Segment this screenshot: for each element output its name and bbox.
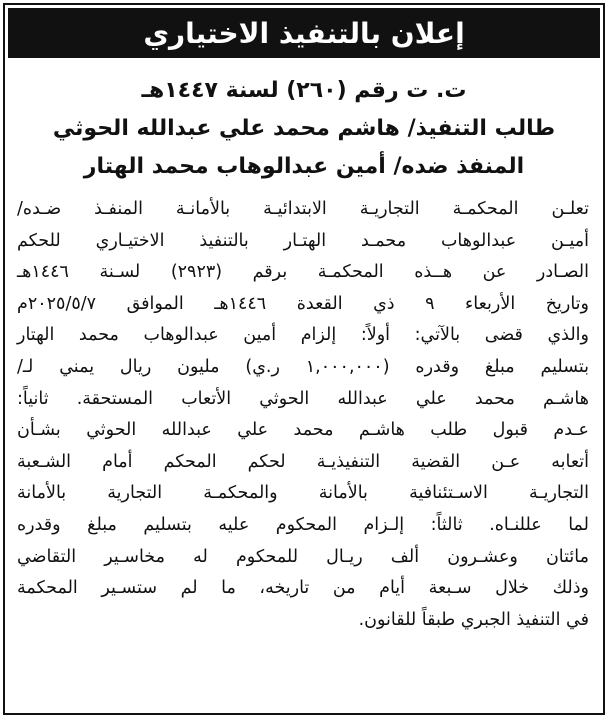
body-line: لما عللنـاه. ثالثاً: إلـزام المحكوم عليه بتسليم مبلغ وقدره — [17, 514, 589, 535]
body-line: تعلـن المحكمـة التجاريـة الابتدائيـة بالأمانـة المنفـذ ضـده/ — [17, 199, 589, 219]
body-line: الصـادر عن هــذه المحكمـة برقم (٢٩٢٣) لسـنة ١٤٤٦هـ — [17, 262, 589, 283]
body-line: بتسليم مبلغ وقدره (١,٠٠٠,٠٠٠ ر.ي) مليون ريال يمني لـ/ — [17, 356, 589, 377]
notice-body — [5, 194, 603, 636]
notice-header — [8, 8, 600, 58]
body-line: هاشـم محمد علي عبدالله الحوثي الأتعاب المستحقة. ثانياً: — [17, 388, 589, 409]
body-line: عـدم قبول طلب هاشـم محمد علي عبدالله الحوثي بشـأن — [17, 420, 589, 441]
body-line: أتعابه عـن القضية التنفيذيـة لحكم المحكم أمام الشـعبة — [17, 451, 589, 472]
body-line: وتاريخ الأربعاء ٩ ذي القعدة ١٤٤٦هـ الموافق ٢٠٢٥/٥/٧م — [17, 293, 589, 314]
notice-title: إعلان بالتنفيذ الاختياري — [143, 16, 465, 50]
case-number: ت. ت رقم (٢٦٠) لسنة ١٤٤٧هـ — [141, 78, 467, 103]
body-line: التجاريـة الاسـتئنافية بالأمانة والمحكمـة التجارية بالأمانة — [17, 483, 589, 504]
execution-applicant: طالب التنفيذ/ هاشم محمد علي عبدالله الحوثي — [52, 116, 556, 141]
body-line: وذلك خلال سـبعة أيام من تاريخه، ما لم ستسـير المحكمة — [17, 578, 589, 599]
legal-notice — [3, 3, 605, 715]
body-line: أميـن عبدالوهاب محمـد الهتـار بالتنفيذ الاختيـاري للحكم — [17, 230, 589, 251]
body-line: مائتان وعشـرون ألف ريـال للمحكوم له مخاسـير التقاضي — [17, 546, 589, 567]
body-line: في التنفيذ الجبري طبقاً للقانون. — [358, 609, 589, 630]
body-line: والذي قضى بالآتي: أولاً: إلزام أمين عبدالوهاب محمد الهتار — [17, 325, 589, 346]
executed-against: المنفذ ضده/ أمين عبدالوهاب محمد الهتار — [83, 154, 525, 179]
